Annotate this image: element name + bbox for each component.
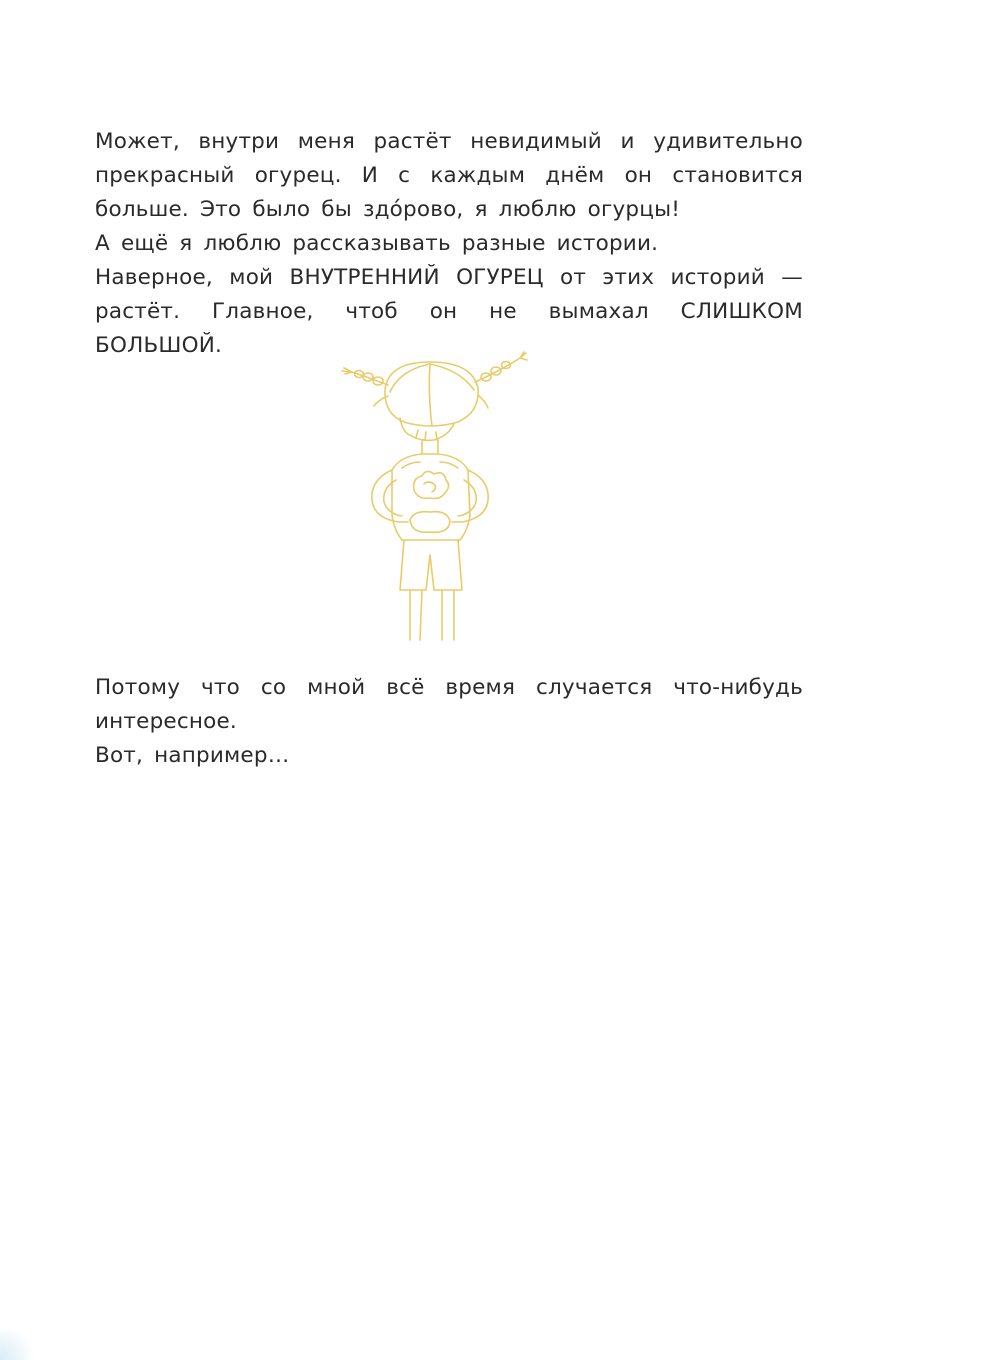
girl-illustration — [330, 350, 530, 645]
text-block-top — [95, 125, 803, 363]
left-pigtail-icon — [342, 368, 388, 406]
head-icon — [385, 362, 478, 440]
shorts-icon — [400, 540, 462, 590]
legs-icon — [410, 590, 454, 640]
scan-edge-tint — [0, 1330, 40, 1360]
paragraph: Потому что со мной всё время случается что-нибудь интересное. — [95, 675, 803, 734]
right-pigtail-icon — [475, 352, 527, 408]
paragraph: Может, внутри меня растёт невидимый и удивительно прекрасный огурец. И с каждым днём он становится больше. Это было бы здóрово, я люблю огурцы! — [95, 129, 803, 222]
paragraph: А ещё я люблю рассказывать разные истории. — [95, 231, 659, 256]
shirt-icon — [392, 454, 470, 540]
paragraph: Вот, например… — [95, 743, 290, 768]
text-block-bottom — [95, 671, 803, 773]
paragraph: Наверное, мой ВНУТРЕННИЙ ОГУРЕЦ от этих историй — растёт. Главное, чтоб он не вымахал СЛИШКОМ БОЛЬШОЙ. — [95, 265, 803, 358]
